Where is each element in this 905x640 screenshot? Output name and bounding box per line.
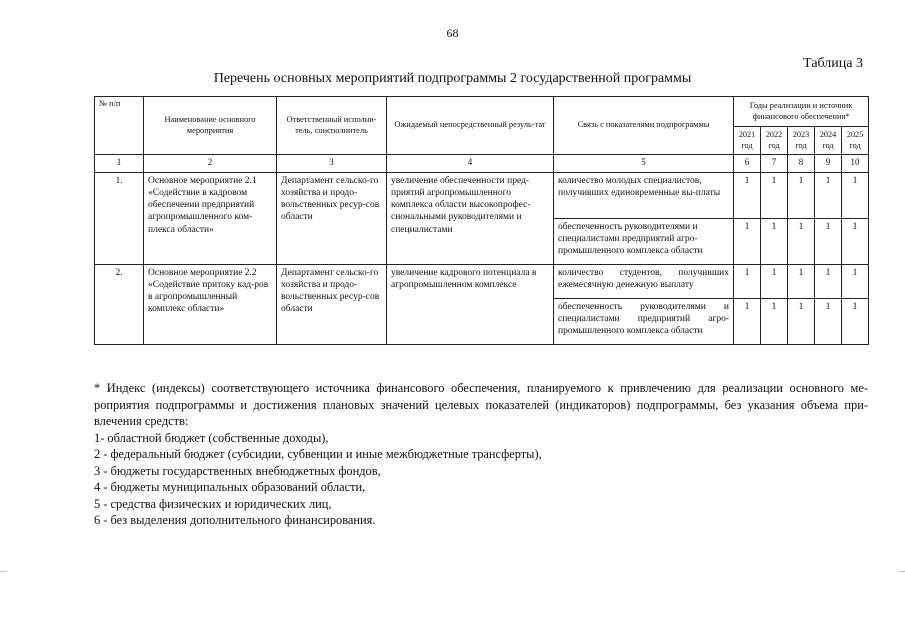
year-value: 1 [815,265,842,299]
table-row [95,173,869,219]
year-value: 1 [761,219,788,265]
year-value: 1 [815,219,842,265]
header-year: 2021 год [734,127,761,155]
year-value: 1 [842,219,869,265]
year-value: 1 [815,173,842,219]
footnote [94,380,868,529]
year-value: 1 [788,299,815,345]
column-number: 1 [95,155,144,173]
scan-edge-mark [0,571,6,572]
year-value: 1 [734,265,761,299]
header-name: Наименование основного мероприятия [144,97,277,155]
header-num: № п/п [95,97,144,155]
page-number: 68 [446,26,459,40]
footnote-item: 2 - федеральный бюджет (субсидии, субвенции и иные межбюджетные трансферты), [94,447,542,461]
column-number: 3 [277,155,387,173]
row-num: 1. [95,173,144,265]
scan-edge-mark [899,571,905,572]
header-years-title: Годы реализации и источник финансового обеспечения* [734,97,869,127]
year-value: 1 [734,173,761,219]
year-value: 1 [842,299,869,345]
footnote-item: 6 - без выделения дополнительного финансирования. [94,513,376,527]
header-result: Ожидаемый непосредственный резуль-тат [387,97,554,155]
header-link: Связь с показателями подпрограммы [554,97,734,155]
footnote-item: 3 - бюджеты государственных внебюджетных фондов, [94,463,381,478]
column-number: 6 [734,155,761,173]
column-number: 4 [387,155,554,173]
row-indicator: количество студентов, получивших ежемесячную денежную выплату [554,265,734,299]
footnote-item: 5 - средства физических и юридических лиц, [94,496,332,511]
year-value: 1 [734,219,761,265]
row-indicator: обеспеченность руководителями и специалистами предприятий агро-промышленного комплекса области [554,219,734,265]
year-value: 1 [788,219,815,265]
column-number: 9 [815,155,842,173]
year-value: 1 [815,299,842,345]
year-value: 1 [788,173,815,219]
header-year: 2023 год [788,127,815,155]
footnote-item: 1- областной бюджет (собственные доходы), [94,430,329,445]
table-row [95,265,869,299]
table-label: Таблица 3 [803,56,863,71]
header-responsible: Ответственный исполни-тель, соисполнитель [277,97,387,155]
year-value: 1 [761,173,788,219]
column-number: 8 [788,155,815,173]
column-number: 5 [554,155,734,173]
year-value: 1 [761,299,788,345]
footnote-item: 4 - бюджеты муниципальных образований области, [94,480,366,494]
row-responsible: Департамент сельско-го хозяйства и продо-вольственных ресур-сов области [277,173,387,265]
row-num: 2. [95,265,144,345]
header-year: 2024 год [815,127,842,155]
header-year: 2022 год [761,127,788,155]
year-value: 1 [842,265,869,299]
year-value: 1 [761,265,788,299]
row-result: увеличение обеспеченности пред-приятий агропромышленного комплекса области высокопрофес-сиональными руководителями и специалистами [387,173,554,265]
column-number: 2 [144,155,277,173]
row-indicator: обеспеченность руководителями и специалистами предприятий агро-промышленного комплекса области [554,299,734,345]
row-name: Основное мероприятие 2.1 «Содействие в кадровом обеспечении предприятий агропромышленного ком-плекса области» [144,173,277,265]
year-value: 1 [842,173,869,219]
row-name: Основное мероприятие 2.2 «Содействие притоку кад-ров в агропромышленный комплекс области» [144,265,277,345]
measures-table [94,96,869,345]
row-responsible: Департамент сельско-го хозяйства и продо-вольственных ресур-сов области [277,265,387,345]
row-result: увеличение кадрового потенциала в агропромышленном комплексе [387,265,554,345]
header-year: 2025 год [842,127,869,155]
document-title: Перечень основных мероприятий подпрограммы 2 государственной программы [213,71,692,86]
row-indicator: количество молодых специалистов, получивших единовременные вы-платы [554,173,734,219]
year-value: 1 [734,299,761,345]
year-value: 1 [788,265,815,299]
footnote-intro: * Индекс (индексы) соответствующего источника финансового обеспечения, планируемого к привлечению для реализации основного ме-роприятия подпрограммы и достижения плановых значений целевых показателей (индикаторов) подпрограммы, без указания объема при-влечения средств: [94,381,868,428]
column-numbers-row [95,155,869,173]
column-number: 7 [761,155,788,173]
column-number: 10 [842,155,869,173]
